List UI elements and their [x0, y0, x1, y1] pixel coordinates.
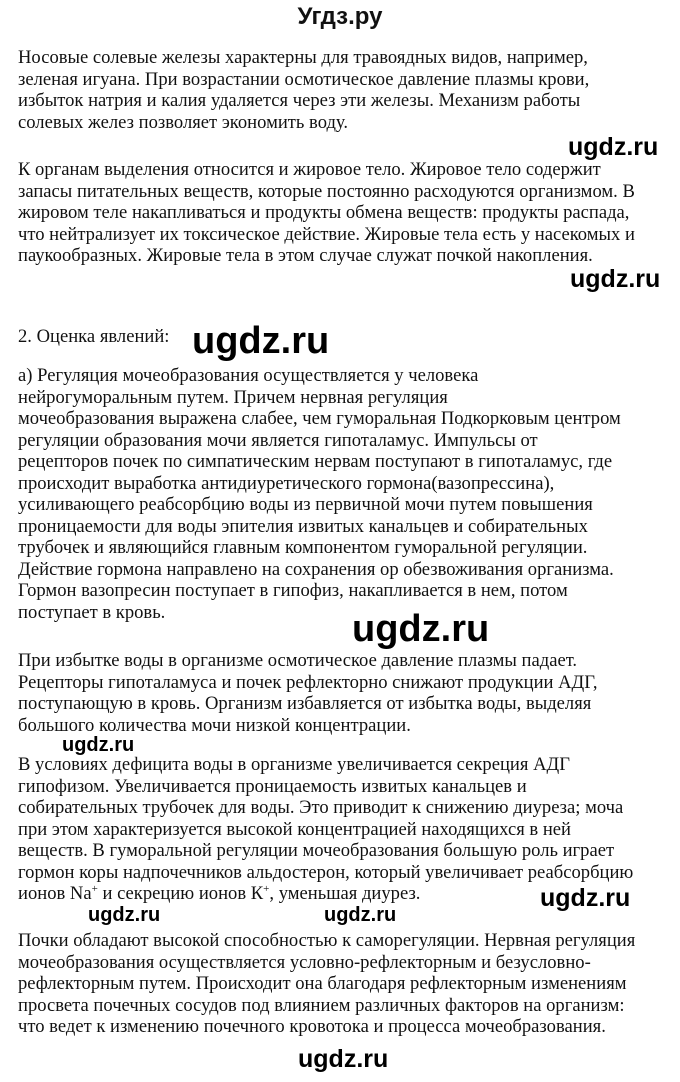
watermark: ugdz.ru	[298, 1045, 389, 1073]
text-line: В условиях дефицита воды в организме увеличивается секреция АДГ	[18, 754, 570, 775]
text-line: Гормон вазопресин поступает в гипофиз, накапливается в нем, потом	[18, 580, 568, 601]
text-line: поступает в кровь.	[18, 601, 166, 623]
superscript: +	[91, 883, 98, 895]
paragraph-fat-body	[18, 159, 668, 267]
text-line: запасы питательных веществ, которые постоянно расходуются организмом. В	[18, 180, 635, 202]
watermark: ugdz.ru	[62, 734, 135, 756]
text-line: гипофизом. Увеличивается проницаемость извитых канальцев и	[18, 775, 527, 797]
text-line: рефлекторным путем. Происходит она благодаря рефлекторным изменениям	[18, 973, 627, 994]
text-line: избыток натрия и калия удаляется через эти железы. Механизм работы	[18, 90, 581, 111]
text-line: жировом теле накапливаться и продукты обмена веществ: продукты распада,	[18, 202, 630, 223]
text-line: проницаемости для воды эпителия извитых канальцев и собирательных	[18, 515, 588, 537]
text-fragment: , уменьшая диурез.	[269, 883, 421, 904]
text-line: Рецепторы гипоталамуса и почек рефлекторно снижают продукции АДГ,	[18, 671, 598, 693]
text-line: поступающую в кровь. Организм избавляется от избытка воды, выделяя	[18, 693, 592, 714]
text-line: мочеобразования выражена слабее, чем гуморальная Подкорковым центром	[18, 408, 621, 429]
text-line: Носовые солевые железы характерны для травоядных видов, например,	[18, 47, 588, 68]
text-line: К органам выделения относится и жировое тело. Жировое тело содержит	[18, 159, 601, 180]
paragraph-self-regulation	[18, 930, 668, 1038]
text-line: большого количества мочи низкой концентрации.	[18, 714, 411, 736]
watermark: ugdz.ru	[324, 904, 397, 926]
text-line: нейрогуморальным путем. Причем нервная регуляция	[18, 386, 448, 408]
text-line: веществ. В гуморальной регуляции мочеобразования большую роль играет	[18, 840, 615, 861]
paragraph-excess-water	[18, 650, 668, 736]
text-line: усиливающего реабсорбцию воды из первичной мочи путем повышения	[18, 494, 593, 515]
text-line: трубочек и являющийся главным компонентом гуморальной регуляции.	[18, 537, 588, 558]
text-line: просвета почечных сосудов под влиянием различных факторов на организм:	[18, 994, 625, 1016]
text-line: рецепторов почек по симпатическим нервам поступают в гипоталамус, где	[18, 451, 613, 472]
text-fragment: ионов Na	[18, 883, 92, 904]
superscript: +	[263, 883, 270, 895]
paragraph-water-deficit	[18, 754, 668, 905]
text-line: При избытке воды в организме осмотическое давление плазмы падает.	[18, 650, 578, 671]
text-line: паукообразных. Жировые тела в этом случае служат почкой накопления.	[18, 245, 593, 266]
text-line: зеленая игуана. При возрастании осмотическое давление плазмы крови,	[18, 68, 590, 90]
watermark: ugdz.ru	[352, 608, 490, 650]
site-title: Угдз.ру	[297, 3, 383, 30]
text-line: 2. Оценка явлений:	[18, 326, 170, 347]
text-line: мочеобразования осуществляется условно-рефлекторным и безусловно-	[18, 951, 591, 973]
text-line: при этом характеризуется высокой концентрацией находящихся в ней	[18, 818, 571, 840]
paragraph-salt-glands	[18, 47, 668, 133]
text-line: что нейтрализует их токсическое действие. Жировые тела есть у насекомых и	[18, 223, 635, 245]
text-line: происходит выработка антидиуретического гормона(вазопрессина),	[18, 472, 555, 494]
section-heading	[18, 326, 668, 348]
watermark: ugdz.ru	[88, 904, 161, 926]
paragraph-regulation	[18, 365, 668, 623]
text-line: солевых желез позволяет экономить воду.	[18, 111, 349, 133]
text-line: Действие гормона направлено на сохранения ор обезвоживания организма.	[18, 558, 614, 580]
text-fragment: и секрецию ионов К	[97, 883, 264, 904]
text-line: что ведет к изменению почечного кровотока и процесса мочеобразования.	[18, 1016, 606, 1037]
text-line: собирательных трубочек для воды. Это приводит к снижению диуреза; моча	[18, 797, 624, 818]
watermark: ugdz.ru	[540, 884, 631, 912]
watermark: ugdz.ru	[568, 133, 659, 161]
text-line: Почки обладают высокой способностью к саморегуляции. Нервная регуляция	[18, 930, 636, 951]
text-line: а) Регуляция мочеобразования осуществляется у человека	[18, 365, 479, 386]
watermark: ugdz.ru	[570, 265, 661, 293]
text-line: регуляции образования мочи является гипоталамус. Импульсы от	[18, 429, 538, 451]
watermark: ugdz.ru	[192, 320, 330, 362]
text-line: гормон коры надпочечников альдостерон, который увеличивает реабсорбцию	[18, 861, 634, 883]
